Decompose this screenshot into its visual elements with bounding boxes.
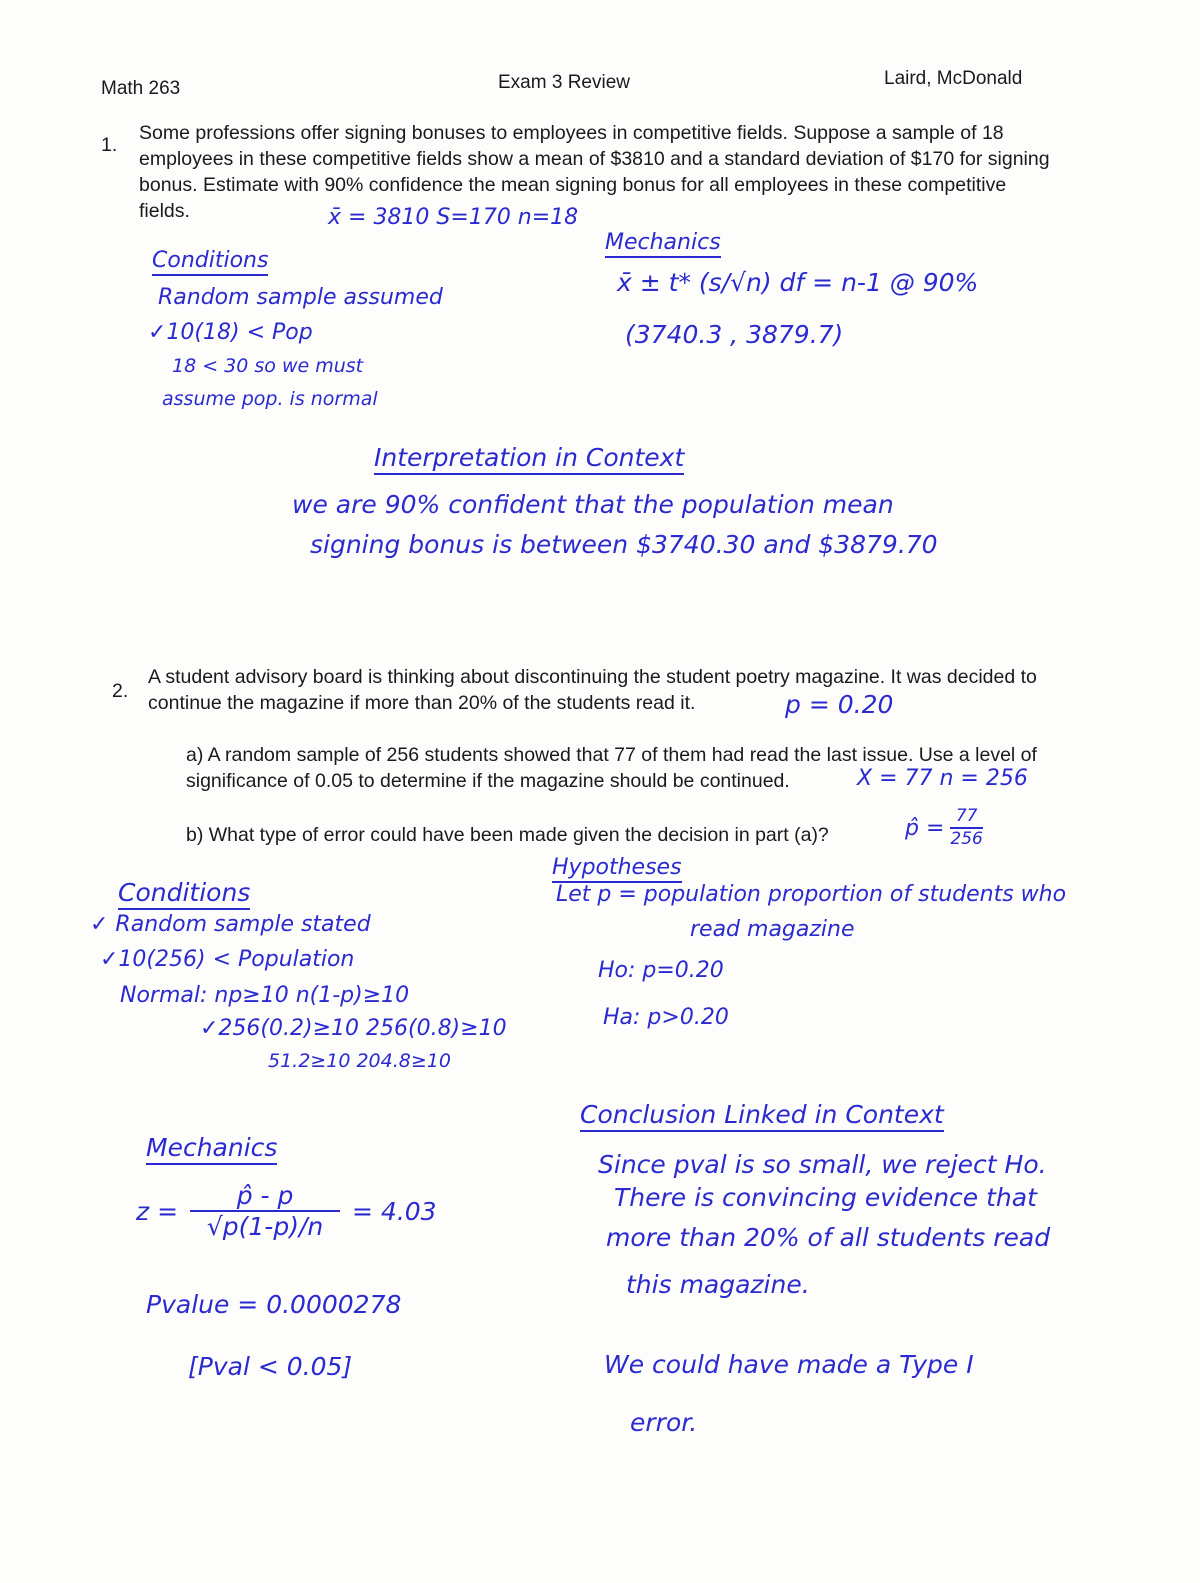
q2-conclusion-line-2: There is convincing evidence that [614,1183,1037,1212]
q2-part-a-note: X = 77 n = 256 [857,766,1028,791]
q2-part-b: b) What type of error could have been made given the decision in part (a)? [186,824,829,846]
q2-z-formula [136,1183,437,1239]
page-title: Exam 3 Review [498,72,630,93]
q2-condition-5: 51.2≥10 204.8≥10 [268,1050,451,1072]
q1-text: Some professions offer signing bonuses to employees in competitive fields. Suppose a sample of 18 employees in these competitive fields show a mean of $3810 and a standard deviation of $170 for signing bonus. Estimate with 90% confidence the mean signing bonus for all employees in these competitive fields. [139,122,1050,222]
q2-phat [905,808,983,848]
q1-condition-1: Random sample assumed [158,285,443,310]
q2-text: A student advisory board is thinking about discontinuing the student poetry magazine. It was decided to continue the magazine if more than 20% of the students read it. [148,666,1037,714]
q2-null-hypothesis: Ho: p=0.20 [598,958,724,983]
authors: Laird, McDonald [884,68,1023,89]
q2-conclusion-line-4: this magazine. [626,1270,810,1299]
q2-condition-3: Normal: np≥10 n(1-p)≥10 [120,983,410,1008]
q2-phat-lhs: p̂ = [905,815,945,841]
q2-conclusion-title: Conclusion Linked in Context [580,1100,944,1132]
q2-mechanics-title: Mechanics [146,1133,277,1165]
q2-error-line-2: error. [630,1408,698,1437]
q2-hypotheses-let-2: read magazine [690,917,855,942]
q1-interpretation-title: Interpretation in Context [374,443,684,475]
q1-conditions-title: Conditions [152,248,268,276]
q2-phat-denominator: 256 [950,829,983,849]
q1-formula: x̄ ± t* (s/√n) df = n-1 @ 90% [617,268,979,297]
q2-conclusion-line-1: Since pval is so small, we reject Ho. [598,1150,1047,1179]
q2-z-value: = 4.03 [352,1196,437,1226]
q2-condition-4: ✓256(0.2)≥10 256(0.8)≥10 [200,1016,507,1041]
q1-interpretation-line-1: we are 90% confident that the population mean [292,490,894,519]
q2-conditions-title: Conditions [118,878,250,910]
course-label: Math 263 [101,78,181,99]
q2-error-line-1: We could have made a Type I [604,1350,974,1379]
q1-mechanics-title: Mechanics [605,230,721,258]
q1-number: 1. [101,134,118,156]
q2-condition-2: ✓10(256) < Population [100,947,355,972]
q2-z-denominator: √p(1-p)/n [206,1212,324,1241]
q2-phat-fraction [950,808,982,848]
q2-conclusion-line-3: more than 20% of all students read [606,1223,1051,1252]
q2-part-a: a) A random sample of 256 students showed that 77 of them had read the last issue. Use a level of significance of 0.05 to determine if the magazine should be continued. [186,744,1037,792]
q1-given-values: x̄ = 3810 S=170 n=18 [328,205,579,230]
q2-z-numerator: p̂ - p [236,1181,294,1210]
q1-condition-3: 18 < 30 so we must [172,355,364,377]
q2-alt-hypothesis: Ha: p>0.20 [603,1005,729,1030]
q1-interpretation-line-2: signing bonus is between $3740.30 and $3879.70 [310,530,938,559]
q1-condition-4: assume pop. is normal [162,388,378,410]
q2-hypotheses-title: Hypotheses [552,855,682,883]
q2-hypotheses-let: Let p = population proportion of students who [556,882,1067,907]
q1-condition-2: ✓10(18) < Pop [148,320,313,345]
q2-phat-numerator: 77 [955,806,978,826]
q2-z-fraction [190,1183,340,1239]
q2-z-lhs: z = [136,1196,179,1226]
q2-condition-1: ✓ Random sample stated [90,912,371,937]
q2-p-note: p = 0.20 [785,690,894,719]
q2-number: 2. [112,680,129,702]
q1-interval: (3740.3 , 3879.7) [625,320,844,349]
q2-pvalue-comparison: [Pval < 0.05] [188,1352,353,1381]
q2-pvalue: Pvalue = 0.0000278 [146,1290,402,1319]
